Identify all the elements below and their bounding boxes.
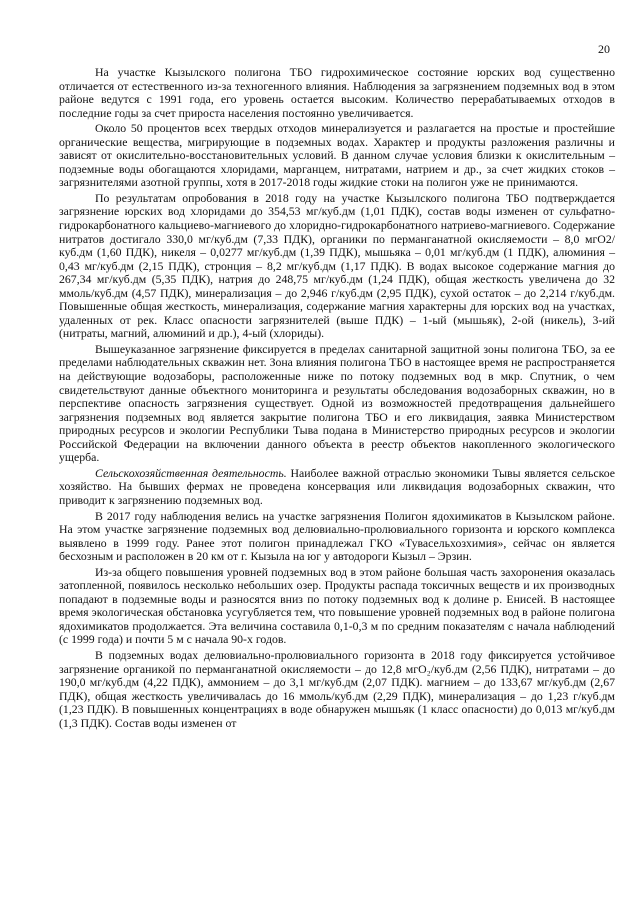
agriculture-text: Наиболее важной отраслью экономики Тывы является сельское хозяйство. На бывших фермах не проведена консервация или ликвидация водозаборных скважин, что приводит к загрязнению подземных вод.: [59, 465, 615, 507]
body-text: [59, 66, 615, 732]
page-number: 20: [598, 42, 610, 56]
paragraph-tbo-intro: На участке Кызылского полигона ТБО гидрохимическое состояние юрских вод существенно отличается от естественного из-за техногенного влияния. Наблюдения за загрязнением подземных вод в этом районе ведутся с 1991 года, его уровень остается высоким. Количество перерабатываемых отходов в последние годы за счет прироста населения постоянно увеличивается.: [59, 65, 615, 120]
paragraph-sanitary-zone: Вышеуказанное загрязнение фиксируется в пределах санитарной защитной зоны полигона ТБО, за ее пределами наблюдательных скважин нет. Зона влияния полигона ТБО в настоящее время не распространяется на действующие водозаборы, расположенные ниже по потоку подземных вод в мкр. Спутник, о чем свидетельствуют данные объектного мониторинга и результаты обследования водозаборных скважин, но в перспективе опасность загрязнения существует. Одной из возможностей предотвращения дальнейшего загрязнения подземных вод является закрытие полигона ТБО и его ликвидация, заявка Министерством природных ресурсов и экологии Республики Тыва подана в Министерство природных ресурсов и экологии Российской Федерации на включении данного объекта в реестр объектов накопленного экологического ущерба.: [59, 341, 615, 465]
agriculture-italic-lead: Сельскохозяйственная деятельность.: [95, 465, 287, 480]
paragraph-pesticide-site: В 2017 году наблюдения велись на участке загрязнения Полигон ядохимикатов в Кызылском районе. На этом участке загрязнение подземных вод делювиально-пролювиального горизонта и юрского комплекса выявлено в 1999 году. Ранее этот полигон принадлежал ГКО «Тувасельхозхимия», сейчас он является бесхозным и расположен в 20 км от г. Кызыла на юг у автодороги Кызыл – Эрзин.: [59, 508, 615, 564]
paragraph-waste-decomposition: Около 50 процентов всех твердых отходов минерализуется и разлагается на простые и простейшие органические вещества, мигрирующие в подземных водах. Характер и продукты разложения различны и зависят от окислительно-восстановительных условий. В данном случае условия близки к окислительным – подземные воды обогащаются хлоридами, марганцем, нитратами, натрием и др., за счет жидких стоков – загрязнителями азотной группы, хотя в 2017-2018 годы жидкие стоки на полигон уже не принимаются.: [59, 121, 615, 190]
paragraph-contamination-2018: В подземных водах делювиально-пролювиального горизонта в 2018 году фиксируется устойчивое загрязнение органикой по перманганатной окисляемости – до 12,8 мгО₂/куб.дм (2,56 ПДК), нитратами – до 190,0 мг/куб.дм (4,22 ПДК), аммонием – до 3,1 мг/куб.дм (2,07 ПДК). магнием – до 133,67 мг/куб.дм (2,67 ПДК), общая жесткость увеличивалась до 16 ммоль/куб.дм (2,29 ПДК), минерализация – до 1,23 г/куб.дм (1,23 ПДК). В повышенных концентрациях в воде обнаружен мышьяк (1 класс опасности) до 0,013 мг/куб.дм (1,3 ПДК). Состав воды изменен от: [59, 647, 615, 730]
paragraph-sampling-results: По результатам опробования в 2018 году на участке Кызылского полигона ТБО подтверждается загрязнение юрских вод хлоридами до 354,53 мг/куб.дм (1,01 ПДК), состав воды изменен от сульфатно-гидрокарбонатного кальциево-магниевого до хлоридно-гидрокарбонатного натриево-магниевого. Содержание нитратов достигало 330,0 мг/куб.дм (7,33 ПДК), органики по перманганатной окисляемости – 8,0 мгО2/куб.дм (1,60 ПДК), никеля – 0,0277 мг/куб.дм (1,39 ПДК), мышьяка – 0,01 мг/куб.дм (1 ПДК), алюминия – 0,43 мг/куб.дм (2,15 ПДК), стронция – 8,2 мг/куб.дм (1,17 ПДК). В водах высокое содержание магния до 267,34 мг/куб.дм (5,35 ПДК), натрия до 248,75 мг/куб.дм (1,24 ПДК), общая жесткость увеличена до 32 ммоль/куб.дм (4,57 ПДК), минерализация – до 2,946 г/куб.дм (2,95 ПДК), сухой остаток – до 2,214 г/куб.дм. Повышенные общая жесткость, минерализация, содержание магния характерны для юрских вод на участках, удаленных от рек. Класс опасности загрязнителей (выше ПДК) – 1-ый (мышьяк), 2-ой (никель), 3-ий (нитраты, магний, алюминий и др.), 4-ый (хлориды).: [59, 190, 615, 341]
paragraph-agriculture: [59, 467, 615, 508]
paragraph-flooding: Из-за общего повышения уровней подземных вод в этом районе большая часть захоронения оказалась затопленной, появилось несколько небольших озер. Продукты распада токсичных веществ и их производных попадают в подземные воды и разносятся вниз по потоку подземных вод к долине р. Енисей. В настоящее время экологическая обстановка усугубляется тем, что повышение уровней подземных вод в районе полигона ядохимикатов продолжается. Эта величина составила 0,1-0,3 м по средним показателям с начала наблюдений (с 1999 года) и почти 5 м с начала 90-х годов.: [59, 564, 615, 647]
